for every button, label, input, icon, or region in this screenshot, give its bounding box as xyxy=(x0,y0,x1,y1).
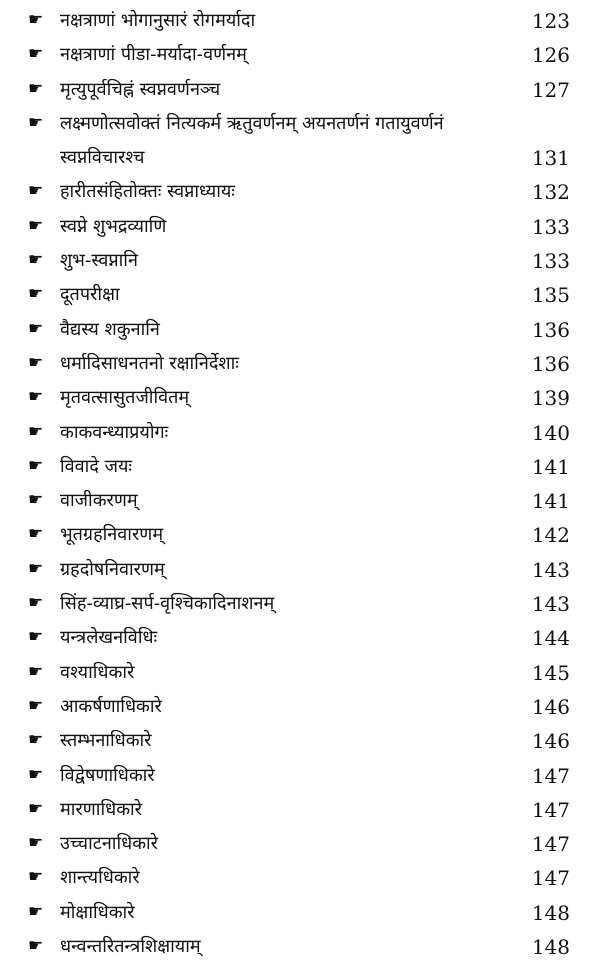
toc-entry-title: दूतपरीक्षा xyxy=(60,284,120,306)
pointing-hand-icon: ☛ xyxy=(28,490,44,511)
toc-entry-title: विवादे जयः xyxy=(60,455,133,477)
toc-entry xyxy=(0,107,600,176)
pointing-hand-icon: ☛ xyxy=(28,181,44,202)
toc-entry xyxy=(0,621,600,655)
toc-entry xyxy=(0,381,600,415)
pointing-hand-icon: ☛ xyxy=(28,215,44,236)
toc-entry-page-number: 146 xyxy=(531,729,570,754)
pointing-hand-icon: ☛ xyxy=(28,798,44,819)
toc-entry-title: मारणाधिकारे xyxy=(60,798,143,820)
toc-entry xyxy=(0,210,600,244)
toc-entry-page-number: 132 xyxy=(531,180,570,205)
toc-entry-title: स्वप्ने शुभद्रव्याणि xyxy=(60,215,167,237)
pointing-hand-icon: ☛ xyxy=(28,730,44,751)
toc-entry-page-number: 133 xyxy=(531,249,570,274)
toc-entry-title: शुभ-स्वप्नानि xyxy=(60,250,138,272)
pointing-hand-icon: ☛ xyxy=(28,764,44,785)
toc-entry xyxy=(0,930,600,964)
toc-entry-title: काकवन्ध्याप्रयोगः xyxy=(60,421,169,443)
pointing-hand-icon: ☛ xyxy=(28,78,44,99)
toc-entry-page-number: 136 xyxy=(531,351,570,376)
toc-entry-page-number: 144 xyxy=(531,626,570,651)
toc-entry-page-number: 147 xyxy=(531,763,570,788)
toc-entry-title: यन्त्रलेखनविधिः xyxy=(60,627,158,649)
pointing-hand-icon: ☛ xyxy=(28,867,44,888)
pointing-hand-icon: ☛ xyxy=(28,284,44,305)
toc-entry-page-number: 143 xyxy=(531,592,570,617)
toc-entry-title: नक्षत्राणां भोगानुसारं रोगमर्यादा xyxy=(60,10,256,31)
toc-entry xyxy=(0,724,600,758)
toc-entry xyxy=(0,347,600,381)
toc-entry-page-number: 123 xyxy=(531,9,570,33)
toc-entry-title: धर्मादिसाधनतनो रक्षानिर्देशाः xyxy=(60,352,239,374)
pointing-hand-icon: ☛ xyxy=(28,901,44,922)
toc-entry-title: हारीतसंहितोक्तः स्वप्नाध्यायः xyxy=(60,181,235,203)
toc-entry-page-number: 136 xyxy=(531,317,570,342)
toc-entry xyxy=(0,244,600,278)
pointing-hand-icon: ☛ xyxy=(28,695,44,716)
toc-entry-title: वैद्यस्य शकुनानि xyxy=(60,318,160,340)
toc-entry xyxy=(0,4,600,38)
toc-entry xyxy=(0,553,600,587)
toc-entry xyxy=(0,690,600,724)
toc-entry-title: भूतग्रहनिवारणम् xyxy=(60,524,164,546)
toc-entry-page-number: 139 xyxy=(531,386,570,411)
toc-entry-title: उच्चाटनाधिकारे xyxy=(60,833,159,855)
toc-entry xyxy=(0,896,600,930)
pointing-hand-icon: ☛ xyxy=(28,661,44,682)
toc-entry-page-number: 127 xyxy=(531,77,570,102)
toc-entry xyxy=(0,416,600,450)
toc-entry xyxy=(0,484,600,518)
toc-entry-title: विद्वेषणाधिकारे xyxy=(60,764,155,786)
toc-entry-page-number: 141 xyxy=(531,489,570,514)
toc-entry-page-number: 135 xyxy=(531,283,570,308)
toc-entry-title: ग्रहदोषनिवारणम् xyxy=(60,558,165,580)
toc-entry xyxy=(0,450,600,484)
toc-entry-title: लक्ष्मणोत्सवोक्तं नित्यकर्म ऋतुवर्णनम् अयनतर्णनं गतायुवर्णनं स्वप्नविचारश्च xyxy=(60,112,444,169)
toc-entry-title: वश्याधिकारे xyxy=(60,661,135,683)
toc-entry-page-number: 141 xyxy=(531,454,570,479)
toc-entry-title: वाजीकरणम् xyxy=(60,490,138,512)
toc-entry-title: नक्षत्राणां पीडा-मर्यादा-वर्णनम् xyxy=(60,44,247,66)
pointing-hand-icon: ☛ xyxy=(28,250,44,271)
pointing-hand-icon: ☛ xyxy=(28,627,44,648)
toc-entry-title: मोक्षाधिकारे xyxy=(60,901,135,923)
pointing-hand-icon: ☛ xyxy=(28,936,44,957)
pointing-hand-icon: ☛ xyxy=(28,421,44,442)
toc-entry-page-number: 147 xyxy=(531,797,570,822)
table-of-contents xyxy=(0,4,600,964)
toc-entry-page-number: 148 xyxy=(531,935,570,960)
toc-entry-title: मृत्युपूर्वचिह्नं स्वप्नवर्णनञ्च xyxy=(60,78,221,100)
toc-entry xyxy=(0,861,600,895)
toc-entry-page-number: 146 xyxy=(531,694,570,719)
toc-entry xyxy=(0,38,600,72)
toc-entry-page-number: 147 xyxy=(531,866,570,891)
pointing-hand-icon: ☛ xyxy=(28,455,44,476)
pointing-hand-icon: ☛ xyxy=(28,524,44,545)
toc-entry-page-number: 142 xyxy=(531,523,570,548)
toc-entry xyxy=(0,587,600,621)
toc-entry-title: आकर्षणाधिकारे xyxy=(60,695,162,717)
pointing-hand-icon: ☛ xyxy=(28,352,44,373)
toc-entry xyxy=(0,656,600,690)
pointing-hand-icon: ☛ xyxy=(28,593,44,614)
toc-entry-page-number: 147 xyxy=(531,832,570,857)
toc-entry xyxy=(0,759,600,793)
toc-entry-title: धन्वन्तरितन्त्रशिक्षायाम् xyxy=(60,936,201,958)
toc-entry-title: सिंह-व्याघ्र-सर्प-वृश्चिकादिनाशनम् xyxy=(60,593,275,615)
pointing-hand-icon: ☛ xyxy=(28,10,44,30)
toc-entry-page-number: 143 xyxy=(531,557,570,582)
toc-entry-page-number: 140 xyxy=(531,420,570,445)
toc-entry xyxy=(0,827,600,861)
pointing-hand-icon: ☛ xyxy=(28,833,44,854)
toc-entry xyxy=(0,518,600,552)
toc-entry-title: स्तम्भनाधिकारे xyxy=(60,730,152,752)
toc-entry-page-number: 133 xyxy=(531,214,570,239)
toc-entry-page-number: 145 xyxy=(531,660,570,685)
toc-entry-title: मृतवत्सासुतजीवितम् xyxy=(60,387,190,409)
toc-entry-page-number: 126 xyxy=(531,43,570,68)
pointing-hand-icon: ☛ xyxy=(28,387,44,408)
pointing-hand-icon: ☛ xyxy=(28,558,44,579)
toc-entry-title: शान्त्यधिकारे xyxy=(60,867,140,889)
pointing-hand-icon: ☛ xyxy=(28,44,44,65)
toc-entry-page-number: 148 xyxy=(531,900,570,925)
pointing-hand-icon: ☛ xyxy=(28,318,44,339)
pointing-hand-icon: ☛ xyxy=(28,112,44,133)
toc-entry-page-number: 131 xyxy=(531,146,570,171)
toc-entry xyxy=(0,313,600,347)
toc-entry xyxy=(0,175,600,209)
toc-entry xyxy=(0,793,600,827)
toc-entry xyxy=(0,73,600,107)
toc-entry xyxy=(0,278,600,312)
